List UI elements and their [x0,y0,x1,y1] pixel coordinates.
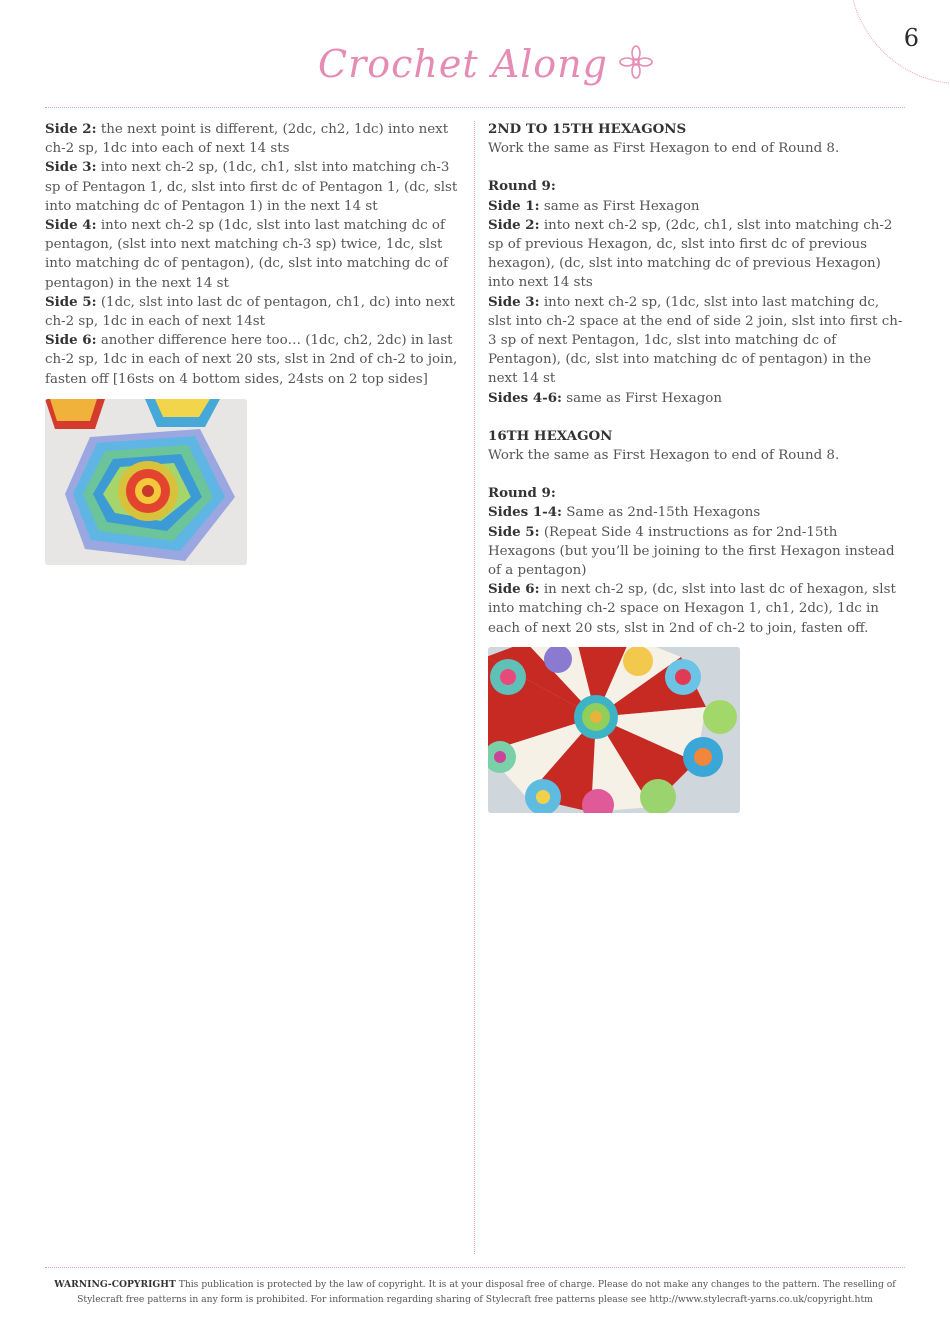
section-intro: Work the same as First Hexagon to end of Round 8. [488,448,840,464]
side-text: into next ch-2 sp, (1dc, ch1, slst into matching ch-3 sp of Pentagon 1, dc, slst into first dc of Pentagon 1, (dc, slst into matching dc of Pentagon 1) in the next 14 st [45,160,458,214]
side-label: Side 5: [45,293,97,310]
side-text: into next ch-2 sp, (1dc, slst into last matching dc, slst into ch-2 space at the end of side 2 join, slst into first ch-3 sp of next Pentagon, 1dc, slst into matching dc of Pentagon), (dc, slst into matching dc of pentagon) in the next 14 st [488,294,903,387]
instruction-paragraph [45,120,460,158]
instruction-paragraph [488,216,904,293]
instruction-paragraph [488,293,904,389]
right-column [488,120,904,813]
corner-decoration [848,0,950,84]
instruction-paragraph [488,197,904,216]
instruction-paragraph [45,293,460,331]
side-text: into next ch-2 sp (1dc, slst into last matching dc of pentagon, (slst into next matching ch-3 sp) twice, 1dc, slst into matching dc of pentagon), (dc, slst into matching dc of pentagon) in the next 14 st [45,218,448,291]
side-text: another difference here too… (1dc, ch2, 2dc) in last ch-2 sp, 1dc in each of next 20 sts, slst in 2nd of ch-2 to join, fasten off [16sts on 4 bottom sides, 24sts on 2 top sides] [45,333,458,387]
instruction-paragraph [45,158,460,216]
side-text: (Repeat Side 4 instructions as for 2nd-15th Hexagons (but you’ll be joining to the first Hexagon instead of a pentagon) [488,524,895,579]
side-text: same as First Hexagon [561,390,722,406]
side-text: the next point is different, (2dc, ch2, 1dc) into next ch-2 sp, 1dc into each of next 14 sts [45,122,449,157]
instruction-paragraph [488,389,904,408]
blanket-photo [488,647,740,813]
left-column [45,120,460,565]
column-divider [474,121,475,1254]
side-label: Side 1: [488,197,540,214]
section-heading-16th: 16TH HEXAGON [488,427,613,444]
side-label: Side 3: [488,293,540,310]
footer-rule [45,1267,905,1268]
side-text: in next ch-2 sp, (dc, slst into last dc of hexagon, slst into matching ch-2 space on Hexagon 1, ch1, 2dc), 1dc in each of next 20 sts, slst in 2nd of ch-2 to join, fasten off. [488,582,896,636]
copyright-label: WARNING-COPYRIGHT [54,1279,176,1290]
side-label: Sides 4-6: [488,389,562,406]
round-label: Round 9: [488,485,556,502]
side-text: into next ch-2 sp, (2dc, ch1, slst into matching ch-2 sp of previous Hexagon, dc, slst into first dc of previous hexagon), (dc, slst into matching dc of previous Hexagon) into next 14 sts [488,217,893,291]
instruction-paragraph [488,523,904,581]
round-label: Round 9: [488,178,556,195]
copyright-footer [45,1277,905,1307]
side-text: Same as 2nd-15th Hexagons [561,505,761,521]
section-intro: Work the same as First Hexagon to end of Round 8. [488,141,840,157]
side-label: Side 4: [45,217,97,234]
logo-text: Crochet Along [318,42,608,86]
instruction-paragraph [45,331,460,389]
side-text: same as First Hexagon [539,198,700,214]
side-label: Sides 1-4: [488,504,562,521]
side-text: (1dc, slst into last dc of pentagon, ch1, dc) into next ch-2 sp, 1dc in each of next 14st [45,294,455,330]
side-label: Side 2: [488,216,540,233]
instruction-paragraph [45,216,460,293]
page-number: 6 [903,24,919,52]
instruction-paragraph [488,503,904,522]
instruction-paragraph [488,580,904,638]
copyright-text: This publication is protected by the law of copyright. It is at your disposal free of charge. Please do not make any changes to the pattern. The reselling of Stylecraft free patterns in any form is prohibited. For information regarding sharing of Stylecraft free patterns please see http://www.stylecraft-yarns.co.uk/copyright.htm [77,1279,896,1305]
header-rule [45,107,905,108]
side-label: Side 6: [488,581,540,598]
side-label: Side 6: [45,332,97,349]
section-heading-2nd-15th: 2ND TO 15TH HEXAGONS [488,121,687,137]
side-label: Side 3: [45,159,97,176]
side-label: Side 2: [45,121,97,137]
pentagon-photo [45,399,247,565]
crochet-along-logo [318,32,658,104]
side-label: Side 5: [488,523,540,540]
flower-icon [618,44,654,80]
